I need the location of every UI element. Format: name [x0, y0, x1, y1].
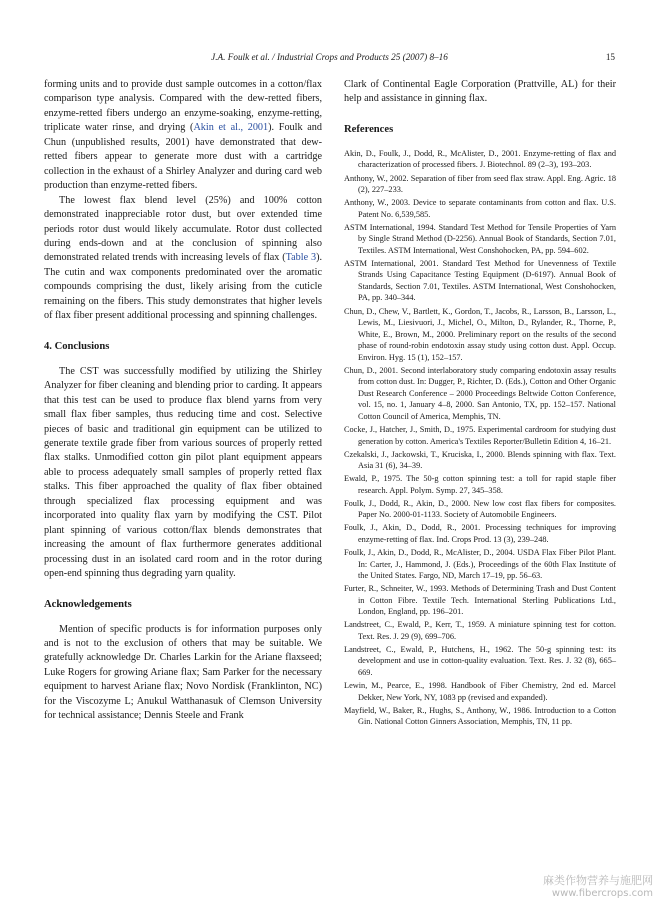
- right-column: [344, 78, 616, 729]
- reference-item: Lewin, M., Pearce, E., 1998. Handbook of Fiber Chemistry, 2nd ed. Marcel Dekker, New York, NY, 1083 pp (revised and expanded).: [344, 680, 616, 702]
- paragraph-rotor-dust: The lowest flax blend level (25%) and 100% cotton demonstrated inappreciable rotor dust, but over extended time periods rotor dust would likely accumulate. Rotor dust collected during ends-down and at the conclusion of spinning also demonstrated related trends with increasing levels of flax (Table 3). The cutin and wax components predominated over the aromatic compounds comprising the dust, likely arising from the cuticle remaining on the fibers. This study demonstrates that higher levels of flax fiber present additional processing and spinning challenges.: [44, 194, 323, 322]
- journal-citation: J.A. Foulk et al. / Industrial Crops and Products 25 (2007) 8–16: [211, 52, 448, 62]
- watermark-chinese: 麻类作物营养与施肥网: [543, 874, 653, 887]
- watermark-url: www.fibercrops.com: [551, 888, 653, 899]
- acknowledgements-continued: Clark of Continental Eagle Corporation (Prattville, AL) for their help and assistance in ginning flax.: [344, 79, 616, 105]
- citation-link[interactable]: Akin et al., 2001: [193, 122, 269, 134]
- references-heading: References: [344, 123, 394, 135]
- reference-item: Landstreet, C., Ewald, P., Hutchens, H., 1962. The 50-g spinning test: its development and use in cotton-quality evaluation. Text. Res. J. 32 (8), 665–669.: [344, 644, 616, 677]
- reference-item: Anthony, W., 2002. Separation of fiber from seed flax straw. Appl. Eng. Agric. 18 (2), 227–233.: [344, 173, 616, 195]
- conclusions-paragraph: The CST was successfully modified by utilizing the Shirley Analyzer for fiber cleaning and blending prior to carding. It appears that this test can be used to produce flax blend yarns from very small flax fiber samples, thus reducing time and cost. Selective pieces of basic and traditional gin equipment can be utilized to generate textile grade fiber from various sources of properly retted flax stalks. Unmodified cotton gin pilot plant equipment appears able to process adequately small samples of properly retted flax stalks. This fiber approached the quality of flax fiber obtained through specialized flax processing equipment and was incorporated into quality flax yarn by modifying the CST. Pilot plant spinning of various cotton/flax blends demonstrates that increasing the amount of flax furthermore generates additional processing dust in an isolated card room and in the rotor during open-end spinning thus degrading yarn quality.: [44, 365, 322, 580]
- reference-item: Akin, D., Foulk, J., Dodd, R., McAlister, D., 2001. Enzyme-retting of flax and characterization of processed fibers. J. Biotechnol. 89 (2–3), 193–203.: [344, 148, 616, 170]
- running-header: [44, 52, 615, 66]
- acknowledgements-paragraph: Mention of specific products is for information purposes only and is not to the exclusion of others that may be suitable. We gratefully acknowledge Dr. Charles Larkin for the Ariane flaxseed; Luke Rogers for growing Ariane flax; Sam Parker for the necessary equipment to harvest Ariane flax; Novo Nordisk (Franklinton, NC) for the Viscozyme L; Anukul Watthanasuk of Clemson University for technical assistance; Dennis Steele and Frank: [44, 623, 322, 722]
- reference-item: Mayfield, W., Baker, R., Hughs, S., Anthony, W., 1986. Introduction to a Cotton Gin. National Cotton Ginners Association, Memphis, TN, 11 pp.: [344, 705, 616, 727]
- reference-item: Cocke, J., Hatcher, J., Smith, D., 1975. Experimental cardroom for studying dust generation by cotton. America's Textiles Reporter/Bulletin Edition 4, 16–21.: [344, 424, 616, 446]
- site-watermark: [543, 872, 653, 899]
- reference-item: Chun, D., Chew, V., Bartlett, K., Gordon, T., Jacobs, R., Larsson, B., Larsson, L., Lewis, M., Liesivuori, J., Michel, O., Milton, D., Rylander, R., Thorne, P., White, E., Brown, M., 2000. Preliminary report on the results of the second phase of round-robin endotoxin assay study using cotton dust. Appl. Occup. Environ. Hyg. 15 (1), 152–157.: [344, 306, 616, 362]
- reference-item: Foulk, J., Akin, D., Dodd, R., McAlister, D., 2004. USDA Flax Fiber Pilot Plant. In: Carter, J., Hammond, J. (Eds.), Proceedings of the 60th Flax Institute of the United States. Fargo, ND, March 17–19, pp. 56–63.: [344, 547, 616, 581]
- reference-item: Furter, R., Schneiter, W., 1993. Methods of Determining Trash and Dust Content in Cotton Fibre. Textile Tech. International Sterling Publications Ltd., London, England, pp. 196–201.: [344, 584, 616, 617]
- conclusions-heading: 4. Conclusions: [44, 340, 110, 352]
- left-column: [44, 78, 322, 724]
- reference-item: Landstreet, C., Ewald, P., Kerr, T., 1959. A miniature spinning test for cotton. Text. Res. J. 29 (9), 699–706.: [344, 620, 616, 641]
- page-number: 15: [605, 52, 615, 62]
- reference-item: Ewald, P., 1975. The 50-g cotton spinning test: a toll for rapid staple fiber research. Appl. Polym. Symp. 27, 345–358.: [344, 474, 616, 495]
- reference-item: ASTM International, 1994. Standard Test Method for Tensile Properties of Yarn by Single Strand Method (D-2256). Annual Book of Standards, Section 7.01, Textiles. ASTM International, West Conshohocken, PA, pp. 594–602.: [344, 222, 616, 255]
- reference-item: ASTM International, 2001. Standard Test Method for Unevenness of Textile Strands Using Capacitance Testing Equipment (D-6197). Annual Book of Standards, Section 7.01, Textiles. ASTM International, West Conshohocken, PA, pp. 340–344.: [344, 258, 616, 303]
- table-link[interactable]: Table 3: [285, 252, 317, 264]
- reference-list: [344, 148, 616, 728]
- reference-item: Chun, D., 2001. Second interlaboratory study comparing endotoxin assay results from cotton dust. In: Dugger, P., Richter, D. (Eds.), Cotton and Other Organic Dust Research Conference – 2000 Proceedings Beltwide Cotton Conference, vol. 15, no. 1, January 4–8, 2000. San Antonio, TX, pp. 152–157. National Cotton Council of America, Memphis, TN.: [344, 365, 616, 421]
- reference-item: Anthony, W., 2003. Device to separate contaminants from cotton and flax. U.S. Patent No. 6,539,585.: [344, 198, 616, 219]
- acknowledgements-heading: Acknowledgements: [44, 598, 132, 610]
- reference-item: Czekalski, J., Jackowski, T., Kruciska, I., 2000. Blends spinning with flax. Text. Asia 31 (6), 34–39.: [344, 449, 616, 471]
- paragraph-continued: forming units and to provide dust sample outcomes in a cotton/flax comparison type analysis. Compared with the dew-retted fibers, enzyme-retted fibers undergo an enzyme-soaking, enzyme-retting, triplicate water rinse, and drying (Akin et al., 2001). Foulk and Chun (unpublished results, 2001) have demonstrated that dew-retted fibers appear to generate more dust with a cartridge collection in the exhaust of a Shirley Analyzer and during card web production than enzyme-retted fibers.: [44, 79, 322, 192]
- reference-item: Foulk, J., Akin, D., Dodd, R., 2001. Processing techniques for improving enzyme-retting of flax. Ind. Crops Prod. 13 (3), 239–248.: [344, 523, 616, 544]
- reference-item: Foulk, J., Dodd, R., Akin, D., 2000. New low cost flax fibers for composites. Paper No. 2000-01-1133. Society of Automobile Engineers.: [344, 498, 616, 520]
